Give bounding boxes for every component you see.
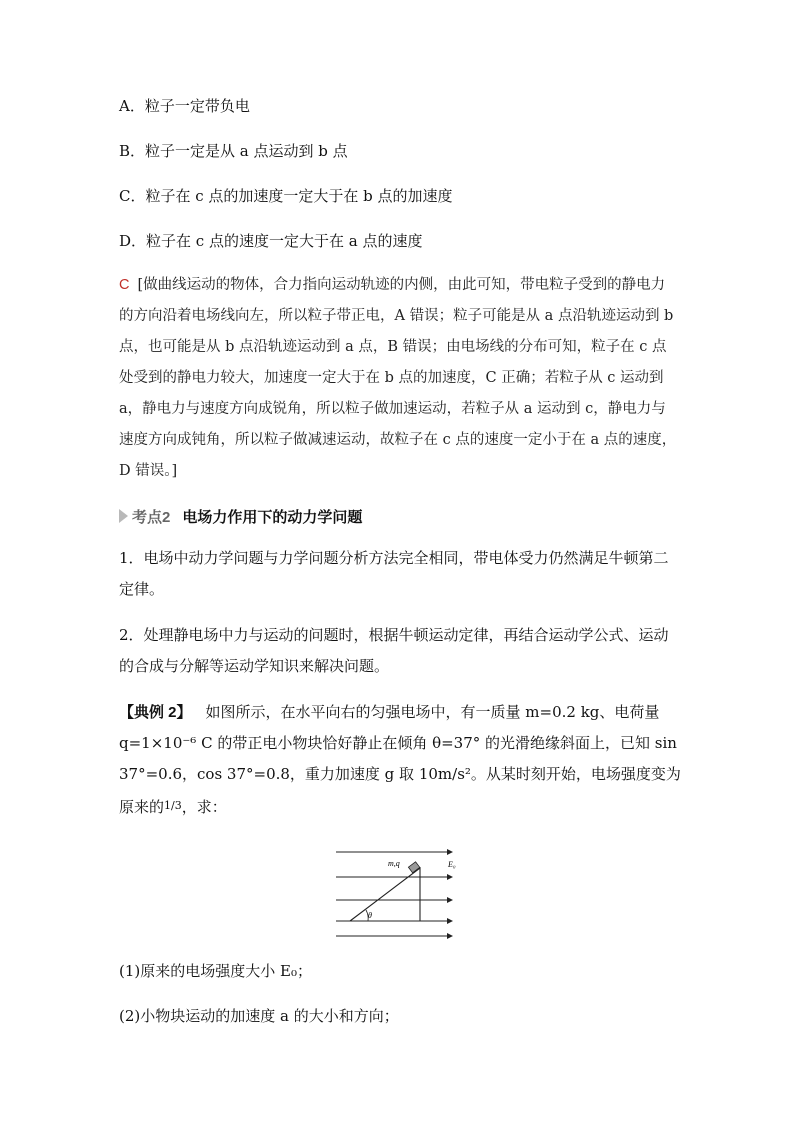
section-heading bbox=[119, 505, 362, 527]
example-text-before: 如图所示，在水平向右的匀强电场中，有一质量 m=0.2 kg、电荷量 q=1×10⁻⁶ C 的带正电小物块恰好静止在倾角 θ=37° 的光滑绝缘斜面上，已知 sin 37°=0.6，cos 37°=0.8，重力加速度 g 取 10m/s²。从某时刻开始，电场强度变为原来的 bbox=[119, 703, 681, 816]
example-fraction: 1/3 bbox=[164, 799, 182, 812]
option-a: A．粒子一定带负电 bbox=[119, 97, 250, 115]
section-tag: 考点2 bbox=[132, 508, 171, 526]
charged-block bbox=[408, 862, 419, 873]
answer-text: [做曲线运动的物体，合力指向运动轨迹的内侧，由此可知，带电粒子受到的静电力的方向沿着电场线向左，所以粒子带正电，A 错误；粒子可能是从 a 点沿轨迹运动到 b 点，也可能是从 b 点沿轨迹运动到 a 点，B 错误；由电场线的分布可知，粒子在 c 点处受到的静电力较大，加速度一定大于在 b 点的加速度，C 正确；若粒子从 c 运动到 a，静电力与速度方向成锐角，所以粒子做加速运动，若粒子从 a 运动到 c，静电力与速度方向成钝角，所以粒子做减速运动，故粒子在 c 点的速度一定小于在 a 点的速度，D 错误。] bbox=[119, 277, 677, 479]
option-d: D．粒子在 c 点的速度一定大于在 a 点的速度 bbox=[119, 232, 423, 250]
section-title: 电场力作用下的动力学问题 bbox=[182, 508, 363, 526]
point-1: 1．电场中动力学问题与力学问题分析方法完全相同，带电体受力仍然满足牛顿第二定律。 bbox=[119, 549, 669, 598]
incline-field-diagram bbox=[336, 848, 466, 940]
field-label: E₀ bbox=[448, 860, 456, 869]
point-2: 2．处理静电场中力与运动的问题时，根据牛顿运动定律，再结合运动学公式、运动的合成与分解等运动学知识来解决问题。 bbox=[119, 626, 669, 675]
question-1: (1)原来的电场强度大小 E₀； bbox=[119, 962, 312, 980]
question-2: (2)小物块运动的加速度 a 的大小和方向； bbox=[119, 1007, 399, 1025]
angle-label: θ bbox=[368, 911, 372, 920]
example-text-after: ，求： bbox=[181, 798, 227, 816]
answer-explanation bbox=[119, 270, 679, 487]
incline-triangle bbox=[350, 868, 420, 921]
mass-charge-label: m,q bbox=[388, 859, 400, 868]
option-b: B．粒子一定是从 a 点运动到 b 点 bbox=[119, 142, 348, 160]
option-c: C．粒子在 c 点的加速度一定大于在 b 点的加速度 bbox=[119, 187, 453, 205]
example-label: 【典例 2】 bbox=[119, 704, 192, 721]
example-problem bbox=[119, 697, 689, 823]
answer-mark: C bbox=[119, 277, 130, 293]
triangle-bullet-icon bbox=[119, 509, 128, 523]
